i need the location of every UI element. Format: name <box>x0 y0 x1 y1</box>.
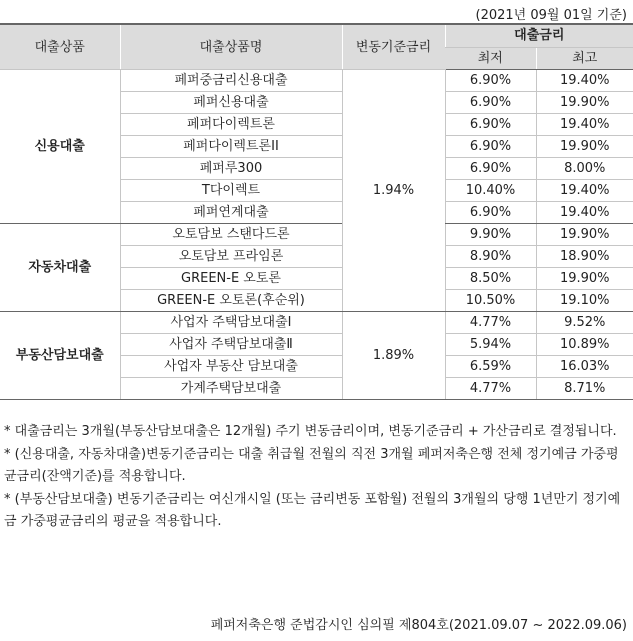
table-row <box>0 70 633 92</box>
min-rate-cell: 6.90% <box>445 158 536 180</box>
product-name-cell: GREEN-E 오토론(후순위) <box>120 290 342 312</box>
min-rate-cell: 6.90% <box>445 136 536 158</box>
loan-rate-table <box>0 23 633 400</box>
product-name-cell: 사업자 주택담보대출Ⅰ <box>120 312 342 334</box>
product-name-cell: 페퍼다이렉트론II <box>120 136 342 158</box>
max-rate-cell: 19.90% <box>536 268 633 290</box>
product-name-cell: 페퍼중금리신용대출 <box>120 70 342 92</box>
product-name-cell: 사업자 부동산 담보대출 <box>120 356 342 378</box>
max-rate-cell: 19.40% <box>536 202 633 224</box>
product-name-cell: 페퍼다이렉트론 <box>120 114 342 136</box>
max-rate-cell: 19.40% <box>536 180 633 202</box>
product-name-cell: T다이렉트 <box>120 180 342 202</box>
base-rate-cell: 1.89% <box>342 312 445 400</box>
product-name-cell: 가계주택담보대출 <box>120 378 342 400</box>
min-rate-cell: 8.50% <box>445 268 536 290</box>
product-name-cell: 사업자 주택담보대출Ⅱ <box>120 334 342 356</box>
product-name-cell: GREEN-E 오토론 <box>120 268 342 290</box>
min-rate-cell: 4.77% <box>445 312 536 334</box>
header-loan-rate: 대출금리 <box>445 24 633 48</box>
header-base-rate: 변동기준금리 <box>342 24 445 70</box>
min-rate-cell: 8.90% <box>445 246 536 268</box>
max-rate-cell: 10.89% <box>536 334 633 356</box>
min-rate-cell: 6.59% <box>445 356 536 378</box>
max-rate-cell: 19.90% <box>536 92 633 114</box>
category-cell: 신용대출 <box>0 70 120 224</box>
compliance-footer: 페퍼저축은행 준법감시인 심의필 제804호(2021.09.07 ~ 2022.09.06) <box>210 618 627 633</box>
header-product: 대출상품 <box>0 24 120 70</box>
max-rate-cell: 19.90% <box>536 224 633 246</box>
max-rate-cell: 8.71% <box>536 378 633 400</box>
min-rate-cell: 10.40% <box>445 180 536 202</box>
min-rate-cell: 9.90% <box>445 224 536 246</box>
rate-table-body <box>0 70 633 400</box>
date-note: (2021년 09월 01일 기준) <box>475 8 627 23</box>
product-name-cell: 오토담보 프라임론 <box>120 246 342 268</box>
min-rate-cell: 6.90% <box>445 92 536 114</box>
min-rate-cell: 6.90% <box>445 202 536 224</box>
base-rate-cell: 1.94% <box>342 70 445 312</box>
max-rate-cell: 19.40% <box>536 114 633 136</box>
max-rate-cell: 19.10% <box>536 290 633 312</box>
min-rate-cell: 4.77% <box>445 378 536 400</box>
max-rate-cell: 9.52% <box>536 312 633 334</box>
note-2: * (신용대출, 자동차대출)변동기준금리는 대출 취급월 전월의 직전 3개월 페퍼저축은행 전체 정기예금 가중평균금리(잔액기준)를 적용합니다. <box>4 447 619 484</box>
header-min: 최저 <box>445 48 536 70</box>
note-1: * 대출금리는 3개월(부동산담보대출은 12개월) 주기 변동금리이며, 변동기준금리 + 가산금리로 결정됩니다. <box>4 424 617 439</box>
max-rate-cell: 18.90% <box>536 246 633 268</box>
table-row <box>0 224 633 246</box>
max-rate-cell: 16.03% <box>536 356 633 378</box>
category-cell: 부동산담보대출 <box>0 312 120 400</box>
header-product-name: 대출상품명 <box>120 24 342 70</box>
min-rate-cell: 5.94% <box>445 334 536 356</box>
min-rate-cell: 6.90% <box>445 70 536 92</box>
header-max: 최고 <box>536 48 633 70</box>
min-rate-cell: 6.90% <box>445 114 536 136</box>
note-3: * (부동산담보대출) 변동기준금리는 여신개시일 (또는 금리변동 포함월) 전월의 3개월의 당행 1년만기 정기예금 가중평균금리의 평균을 적용합니다. <box>4 492 621 529</box>
product-name-cell: 페퍼루300 <box>120 158 342 180</box>
category-cell: 자동차대출 <box>0 224 120 312</box>
max-rate-cell: 8.00% <box>536 158 633 180</box>
table-row <box>0 312 633 334</box>
min-rate-cell: 10.50% <box>445 290 536 312</box>
product-name-cell: 오토담보 스탠다드론 <box>120 224 342 246</box>
max-rate-cell: 19.90% <box>536 136 633 158</box>
notes <box>4 421 626 534</box>
product-name-cell: 페퍼신용대출 <box>120 92 342 114</box>
max-rate-cell: 19.40% <box>536 70 633 92</box>
product-name-cell: 페퍼연계대출 <box>120 202 342 224</box>
